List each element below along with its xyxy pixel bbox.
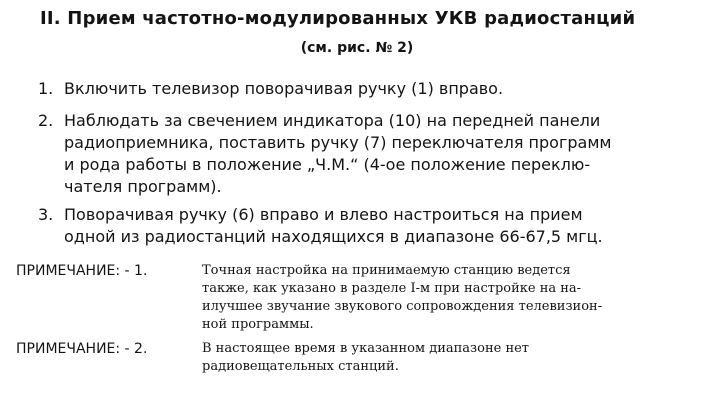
step-text [64, 110, 706, 198]
note-line: ной программы. [202, 317, 314, 332]
step-3 [38, 204, 706, 248]
figure-reference: (см. рис. № 2) [300, 40, 414, 56]
step-line: радиоприемника, поставить ручку (7) переключателя программ [64, 133, 612, 152]
step-text [64, 204, 706, 248]
step-line: Включить телевизор поворачивая ручку (1) вправо. [64, 79, 504, 98]
section-title: II. Прием частотно-модулированных УКВ радиостанций [40, 8, 636, 29]
note-2 [16, 340, 706, 376]
note-line: В настоящее время в указанном диапазоне нет [202, 341, 529, 356]
note-line: радиовещательных станций. [202, 359, 399, 374]
note-line: Точная настройка на принимаемую станцию ведется [202, 263, 571, 278]
note-text [202, 262, 706, 334]
note-line: илучшее звучание звукового сопровождения телевизион- [202, 299, 603, 314]
step-2 [38, 110, 706, 198]
note-label: ПРИМЕЧАНИЕ: - 2. [16, 341, 148, 357]
note-label: ПРИМЕЧАНИЕ: - 1. [16, 263, 148, 279]
step-line: и рода работы в положение „Ч.М.“ (4-ое положение переклю- [64, 155, 591, 174]
step-number: 3. [38, 205, 54, 224]
step-line: Поворачивая ручку (6) вправо и влево настроиться на прием [64, 205, 583, 224]
note-1 [16, 262, 706, 334]
step-number: 1. [38, 79, 54, 98]
step-line: Наблюдать за свечением индикатора (10) на передней панели [64, 111, 601, 130]
step-number: 2. [38, 111, 54, 130]
step-1 [38, 78, 706, 100]
step-text [64, 78, 706, 100]
note-line: также, как указано в разделе I-м при настройке на на- [202, 281, 582, 296]
step-line: одной из радиостанций находящихся в диапазоне 66-67,5 мгц. [64, 227, 603, 246]
note-text [202, 340, 706, 376]
step-line: чателя программ). [64, 177, 222, 196]
